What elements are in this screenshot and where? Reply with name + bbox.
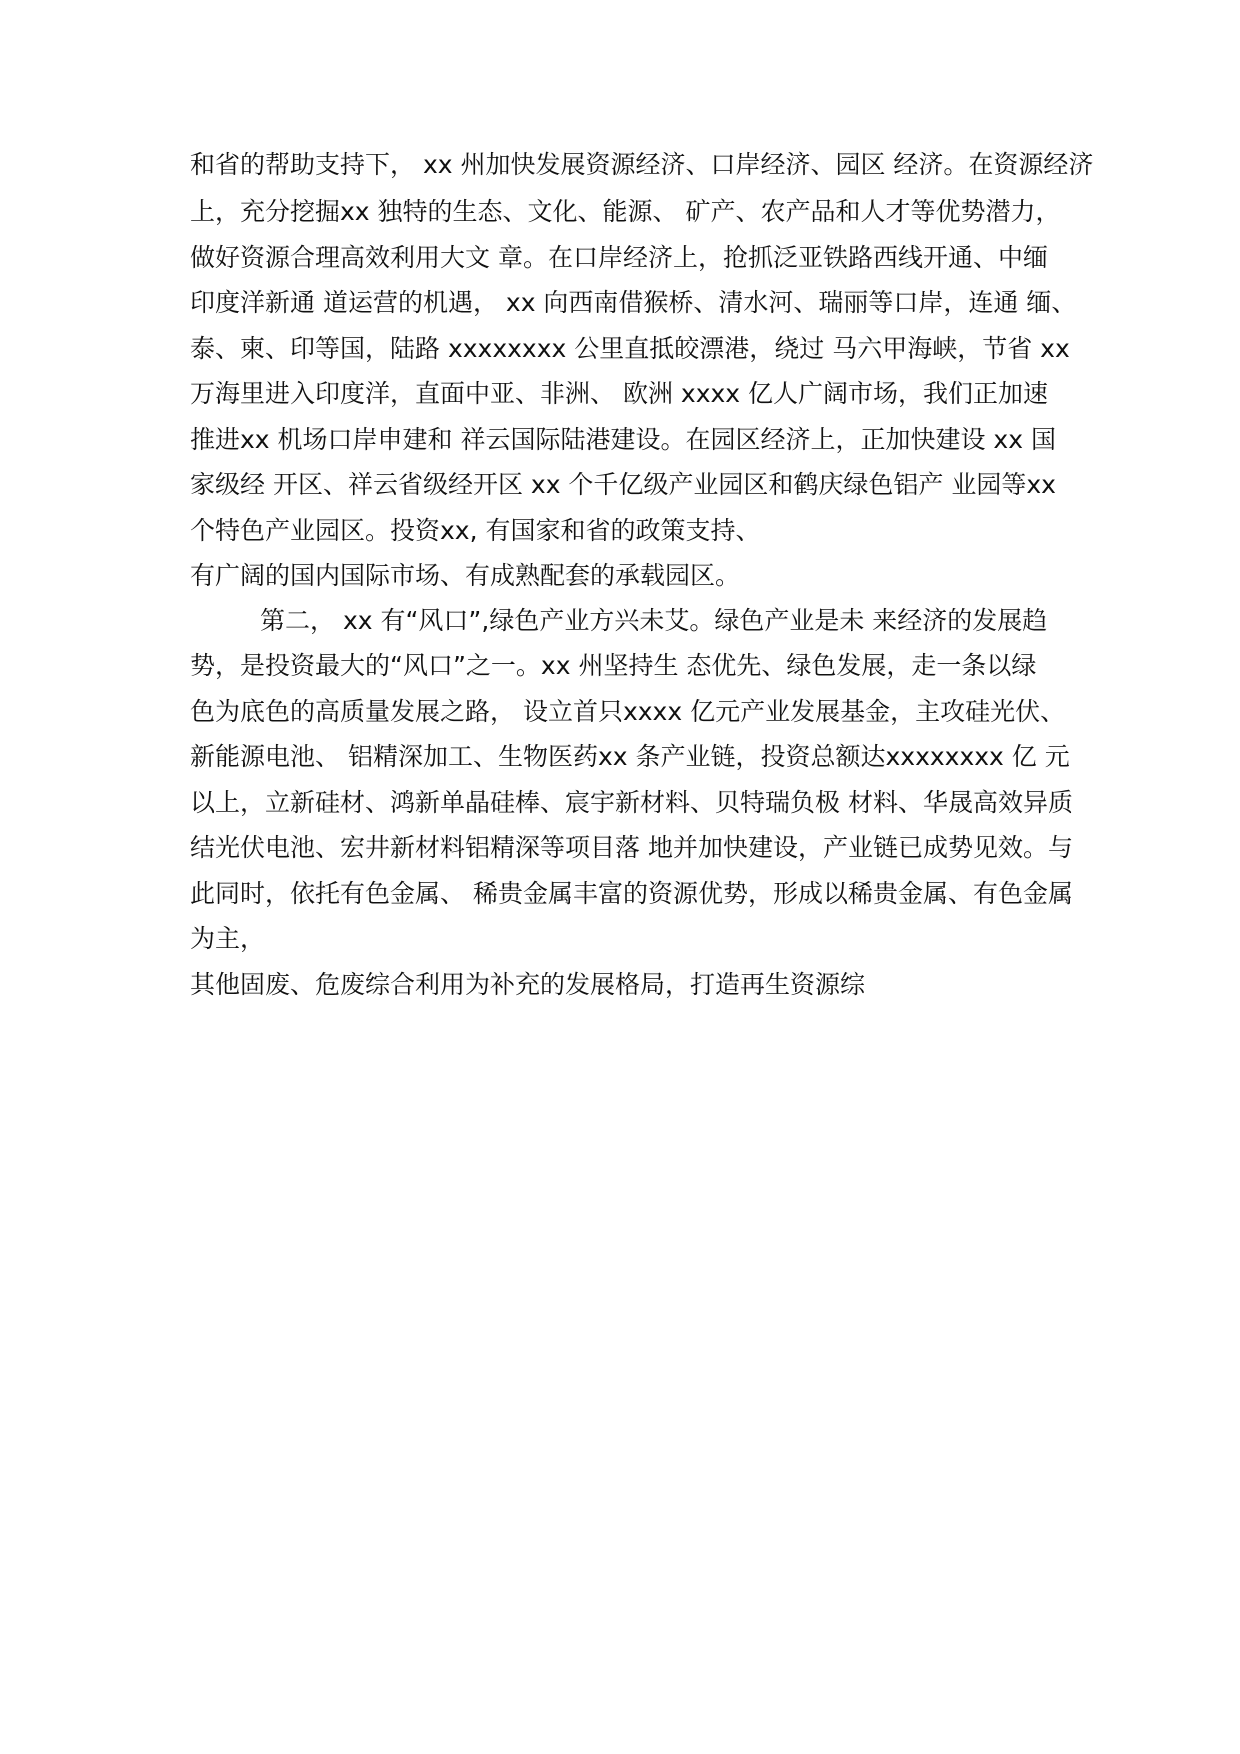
text-line: 其他固废、危废综合利用为补充的发展格局，打造再生资源综 — [190, 970, 866, 999]
text-line: 泰、柬、印等国，陆路 xxxxxxxx 公里直抵皎漂港，绕过 马六甲海峡，节省 xx — [190, 334, 1070, 363]
text-line: 势，是投资最大的“风口”之一。xx 州坚持生 态优先、绿色发展，走一条以绿 — [190, 651, 1037, 680]
text-line: 第二， xx 有“风口”,绿色产业方兴未艾。绿色产业是未 来经济的发展趋 — [260, 606, 1048, 635]
text-line: 个特色产业园区。投资xx, 有国家和省的政策支持、 — [190, 516, 761, 545]
text-line: 做好资源合理高效利用大文 章。在口岸经济上，抢抓泛亚铁路西线开通、中缅 — [190, 243, 1048, 272]
text-line: 万海里进入印度洋，直面中亚、非洲、 欧洲 xxxx 亿人广阔市场，我们正加速 — [190, 379, 1049, 408]
text-line: 推进xx 机场口岸申建和 祥云国际陆港建设。在园区经济上，正加快建设 xx 国 — [190, 425, 1056, 454]
text-line: 家级经 开区、祥云省级经开区 xx 个千亿级产业园区和鹤庆绿色铝产 业园等xx — [190, 470, 1056, 499]
text-line: 新能源电池、 铝精深加工、生物医药xx 条产业链，投资总额达xxxxxxxx 亿 元 — [190, 742, 1070, 771]
text-line: 结光伏电池、宏井新材料铝精深等项目落 地并加快建设，产业链已成势见效。与 — [190, 833, 1073, 862]
text-line: 上，充分挖掘xx 独特的生态、文化、能源、 矿产、农产品和人才等优势潜力， — [190, 197, 1061, 226]
text-line: 印度洋新通 道运营的机遇， xx 向西南借猴桥、清水河、瑞丽等口岸，连通 缅、 — [190, 288, 1077, 317]
text-line: 色为底色的高质量发展之路， 设立首只xxxx 亿元产业发展基金，主攻硅光伏、 — [190, 697, 1066, 726]
text-line: 和省的帮助支持下， xx 州加快发展资源经济、口岸经济、园区 经济。在资源经济 — [190, 150, 1094, 179]
text-line: 此同时，依托有色金属、 稀贵金属丰富的资源优势，形成以稀贵金属、有色金属 — [190, 879, 1073, 908]
text-line: 为主， — [190, 924, 266, 953]
text-line: 以上，立新硅材、鸿新单晶硅棒、宸宇新材料、贝特瑞负极 材料、华晟高效异质 — [190, 788, 1073, 817]
text-line: 有广阔的国内国际市场、有成熟配套的承载园区。 — [190, 561, 741, 590]
